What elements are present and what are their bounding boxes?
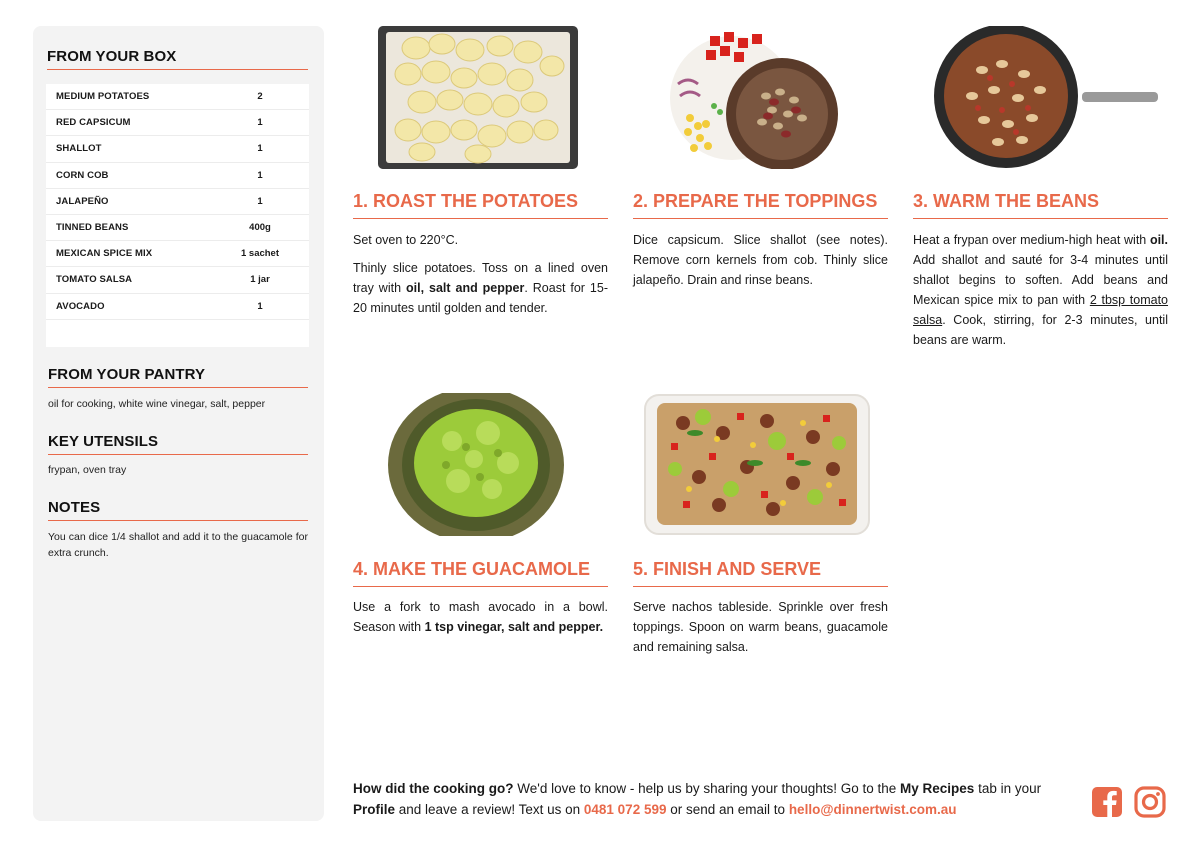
step-1-text: Set oven to 220°C. bbox=[353, 233, 459, 247]
table-row bbox=[46, 267, 309, 293]
ingredient-qty: 1 bbox=[257, 300, 263, 312]
step-1-photo bbox=[378, 26, 578, 169]
step-5-photo bbox=[643, 393, 871, 536]
footer-question: How did the cooking go? bbox=[353, 781, 514, 796]
step-4-text-part: Use a fork to mash avocado in a bowl. Season with bbox=[353, 600, 608, 634]
table-row bbox=[46, 215, 309, 241]
ingredient-name: MEDIUM POTATOES bbox=[56, 91, 150, 103]
ingredient-name: SHALLOT bbox=[56, 143, 102, 155]
step-2-body bbox=[633, 230, 888, 298]
my-recipes-link[interactable]: My Recipes bbox=[900, 781, 975, 796]
step-3-text-part: Add shallot and sauté for 3-4 minutes until shallot begins to soften. Add beans and Mexican spice mix to pan with bbox=[913, 253, 1168, 307]
ingredient-qty: 1 bbox=[257, 169, 263, 181]
step-1-text-part: Thinly slice potatoes. Toss on a lined oven tray with bbox=[353, 261, 608, 295]
table-row bbox=[46, 136, 309, 162]
ingredient-qty: 2 bbox=[257, 91, 263, 103]
step-2-text: Dice capsicum. Slice shallot (see notes). Remove corn kernels from cob. Thinly slice jalapeño. Drain and rinse beans. bbox=[633, 233, 888, 287]
footer-text: or send an email to bbox=[666, 802, 789, 817]
step-3-text-part: Heat a frypan over medium-high heat with bbox=[913, 233, 1150, 247]
notes-heading: NOTES bbox=[48, 499, 308, 521]
table-row bbox=[46, 189, 309, 215]
table-row bbox=[46, 163, 309, 189]
ingredient-name: JALAPEÑO bbox=[56, 195, 109, 207]
step-3-title: 3. WARM THE BEANS bbox=[913, 191, 1168, 219]
ingredient-qty: 1 bbox=[257, 117, 263, 129]
step-1-body bbox=[353, 230, 608, 326]
footer-text: tab in your bbox=[974, 781, 1042, 796]
from-your-pantry-heading: FROM YOUR PANTRY bbox=[48, 366, 308, 388]
step-3-underlined-salsa: 2 tbsp tomato salsa bbox=[913, 293, 1169, 327]
step-4-body bbox=[353, 597, 608, 645]
step-4-photo bbox=[388, 393, 564, 536]
ingredient-name: AVOCADO bbox=[56, 300, 105, 312]
step-1-text bbox=[353, 258, 608, 318]
step-4-title: 4. MAKE THE GUACAMOLE bbox=[353, 559, 608, 587]
step-1-title: 1. ROAST THE POTATOES bbox=[353, 191, 608, 219]
ingredient-qty: 1 jar bbox=[250, 274, 270, 286]
ingredient-qty: 1 bbox=[257, 143, 263, 155]
footer-text: and leave a review! Text us on bbox=[395, 802, 584, 817]
ingredient-name: TOMATO SALSA bbox=[56, 274, 133, 286]
step-2-title: 2. PREPARE THE TOPPINGS bbox=[633, 191, 888, 219]
facebook-icon[interactable] bbox=[1091, 786, 1123, 818]
ingredient-name: CORN COB bbox=[56, 169, 109, 181]
ingredient-name: RED CAPSICUM bbox=[56, 117, 131, 129]
step-5-body bbox=[633, 597, 888, 665]
step-3-text bbox=[913, 230, 1168, 350]
ingredient-qty: 1 bbox=[257, 195, 263, 207]
ingredient-qty: 1 sachet bbox=[240, 248, 280, 260]
step-5-title: 5. FINISH AND SERVE bbox=[633, 559, 888, 587]
step-5-text: Serve nachos tableside. Sprinkle over fresh toppings. Spoon on warm beans, guacamole and remaining salsa. bbox=[633, 600, 888, 654]
feedback-footer bbox=[353, 778, 1073, 820]
ingredient-name: TINNED BEANS bbox=[56, 222, 129, 234]
step-4-bold-seasoning: 1 tsp vinegar, salt and pepper. bbox=[424, 620, 604, 634]
step-3-photo bbox=[932, 26, 1160, 169]
table-row bbox=[46, 294, 309, 320]
table-row bbox=[46, 110, 309, 136]
phone-link[interactable]: 0481 072 599 bbox=[583, 802, 667, 817]
instagram-icon[interactable] bbox=[1134, 786, 1166, 818]
table-row bbox=[46, 241, 309, 267]
step-1-bold-ingredients: oil, salt and pepper bbox=[405, 281, 525, 295]
step-3-text-part: . Cook, stirring, for 2-3 minutes, until beans are warm. bbox=[913, 313, 1168, 347]
notes-text: You can dice 1/4 shallot and add it to the guacamole for extra crunch. bbox=[48, 531, 308, 559]
footer-text: We'd love to know - help us by sharing your thoughts! Go to the bbox=[513, 781, 901, 796]
step-2-photo bbox=[670, 26, 842, 169]
box-ingredients-table bbox=[46, 84, 309, 347]
step-3-bold-oil: oil. bbox=[1149, 233, 1168, 247]
profile-link[interactable]: Profile bbox=[353, 802, 396, 817]
step-1-text-part: . Roast for 15-20 minutes until golden and tender. bbox=[353, 281, 608, 315]
ingredient-qty: 400g bbox=[249, 222, 271, 234]
key-utensils-heading: KEY UTENSILS bbox=[48, 433, 308, 455]
table-row bbox=[46, 84, 309, 110]
step-4-text bbox=[353, 597, 608, 637]
step-3-body bbox=[913, 230, 1168, 358]
pantry-text: oil for cooking, white wine vinegar, salt, pepper bbox=[48, 398, 266, 410]
email-link[interactable]: hello@dinnertwist.com.au bbox=[788, 802, 957, 817]
utensils-text: frypan, oven tray bbox=[48, 464, 127, 476]
ingredient-name: MEXICAN SPICE MIX bbox=[56, 248, 153, 260]
from-your-box-heading: FROM YOUR BOX bbox=[47, 48, 308, 70]
ingredients-sidebar bbox=[33, 26, 324, 821]
